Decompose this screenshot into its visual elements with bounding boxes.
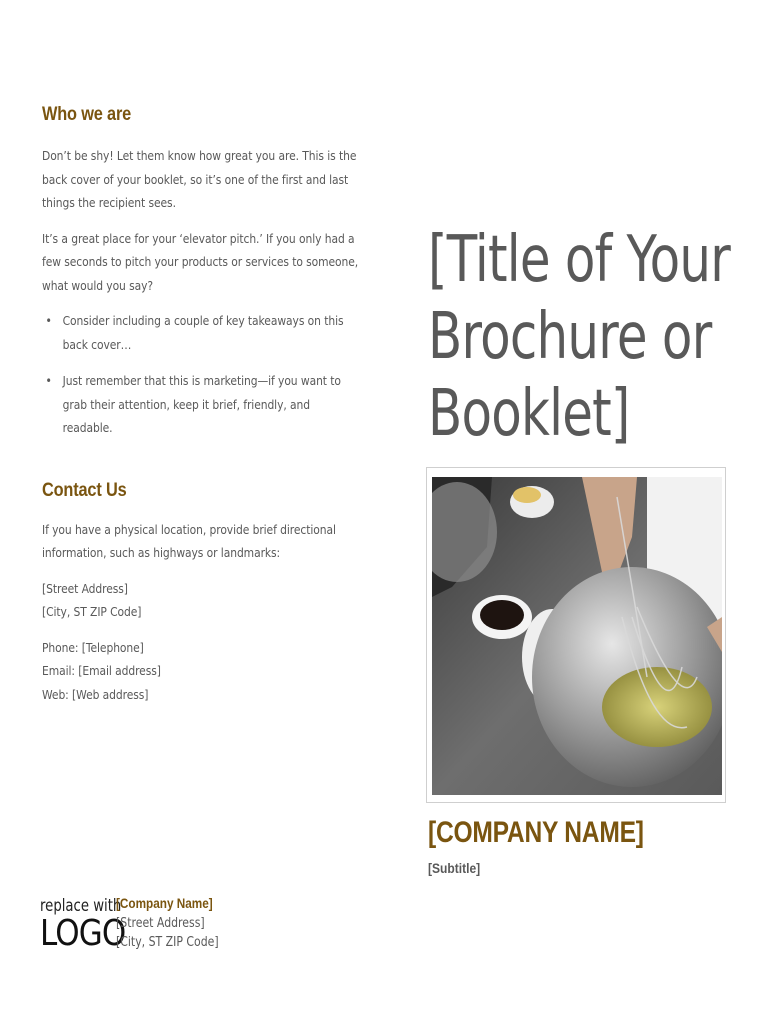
who-we-are-heading: Who we are — [42, 104, 132, 125]
cover-photo — [426, 467, 726, 803]
street-address: [Street Address] — [42, 580, 128, 596]
contact-details — [42, 636, 362, 707]
footer-address — [116, 894, 219, 953]
chef-whisking-photo — [432, 477, 722, 795]
brochure-title — [428, 222, 730, 453]
list-item — [42, 309, 362, 356]
contact-us-heading: Contact Us — [42, 479, 127, 501]
email: Email: [Email address] — [42, 663, 161, 678]
who-we-are-paragraph-2: It’s a great place for your ‘elevator pitch.’ If you only had a few seconds to pitch your products or services to someone, what would you say? — [42, 230, 359, 293]
who-we-are-paragraph-1: Don’t be shy! Let them know how great you are. This is the back cover of your booklet, so it’s one of the first and last things the recipient sees. — [42, 148, 357, 210]
list-item-text: Just remember that this is marketing—if you want to grab their attention, keep it brief, friendly, and readable. — [62, 373, 341, 435]
company-name: [COMPANY NAME] — [428, 816, 644, 849]
back-cover-column — [42, 104, 362, 706]
bullet-icon: • — [45, 313, 52, 328]
logo-text: LOGO — [40, 913, 126, 954]
contact-intro: If you have a physical location, provide brief directional information, such as highways or landmarks: — [42, 521, 336, 560]
subtitle: [Subtitle] — [428, 860, 481, 876]
list-item — [42, 369, 362, 440]
title-line-1: [Title of Your — [428, 223, 730, 297]
contact-body — [42, 518, 362, 707]
title-line-3: Booklet] — [428, 377, 630, 451]
city-state-zip: [City, ST ZIP Code] — [42, 604, 142, 619]
title-line-2: Brochure or — [428, 300, 712, 374]
bullet-icon: • — [45, 373, 52, 388]
footer-city: [City, ST ZIP Code] — [116, 935, 219, 950]
footer-street: [Street Address] — [116, 915, 205, 931]
contact-address — [42, 577, 362, 624]
who-we-are-body — [42, 144, 362, 440]
list-item-text: Consider including a couple of key takeaways on this back cover… — [62, 313, 344, 352]
phone: Phone: [Telephone] — [42, 639, 144, 655]
footer-company-name: [Company Name] — [116, 895, 213, 911]
takeaways-list — [42, 309, 362, 440]
logo-placeholder — [40, 896, 126, 954]
logo-caption: replace with — [40, 896, 122, 916]
website: Web: [Web address] — [42, 686, 149, 702]
